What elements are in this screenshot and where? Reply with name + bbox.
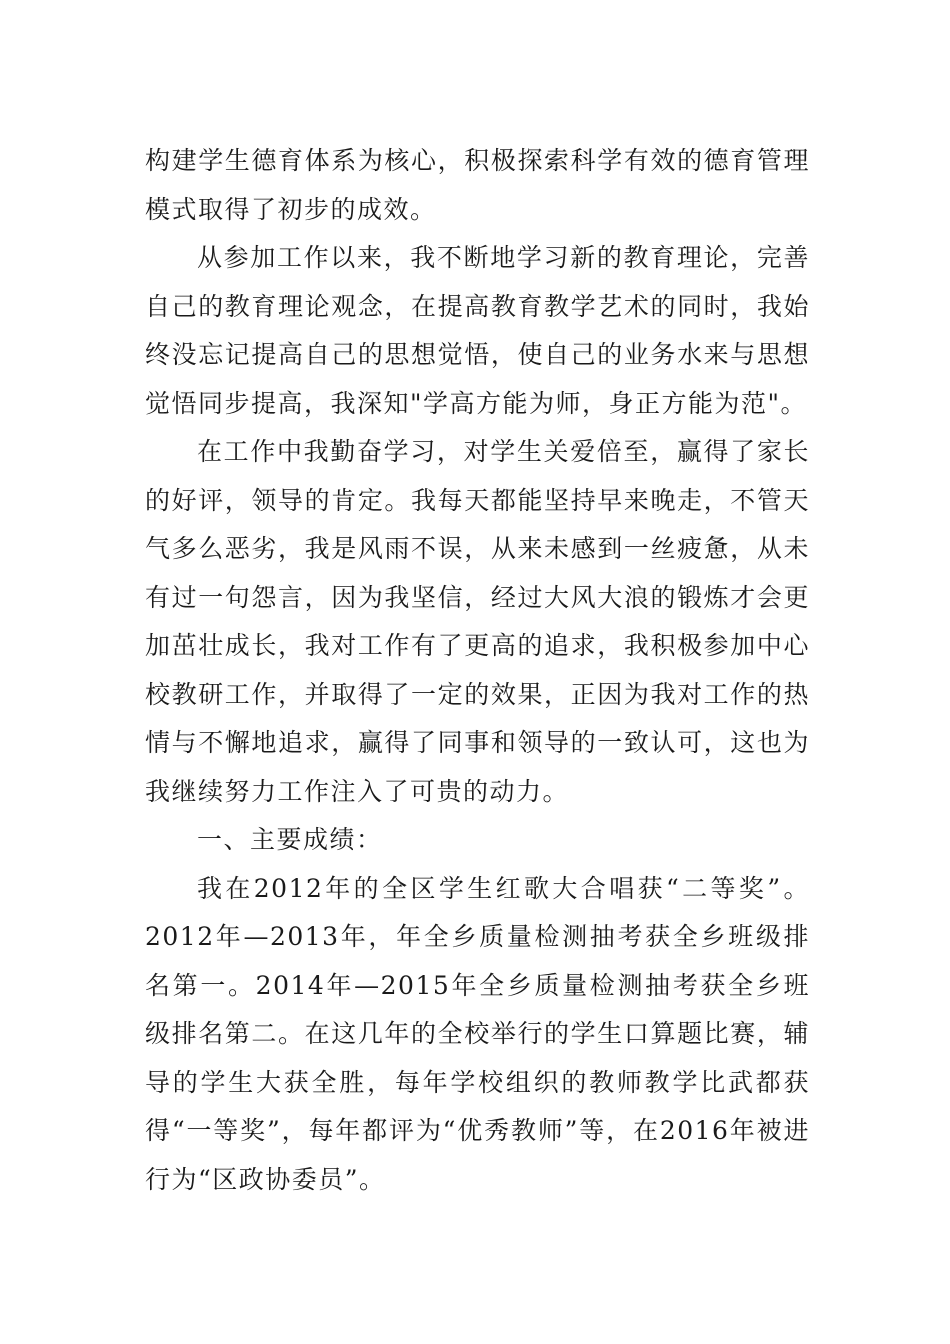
document-body — [145, 137, 810, 1204]
paragraph-continuation: 构建学生德育体系为核心，积极探索科学有效的德育管理模式取得了初步的成效。 — [145, 146, 810, 224]
paragraph-learning: 从参加工作以来，我不断地学习新的教育理论，完善自己的教育理论观念，在提高教育教学艺术的同时，我始终没忘记提高自己的思想觉悟，使自己的业务水来与思想觉悟同步提高，我深知"学高方能为师，身正方能为范"。 — [145, 243, 810, 418]
paragraph-achievements: 我在2012年的全区学生红歌大合唱获“二等奖”。2012年—2013年，年全乡质量检测抽考获全乡班级排名第一。2014年—2015年全乡质量检测抽考获全乡班级排名第二。在这几年的全校举行的学生口算题比赛，辅导的学生大获全胜，每年学校组织的教师教学比武都获得“一等奖”，每年都评为“优秀教师”等，在2016年被进行为“区政协委员”。 — [145, 873, 810, 1194]
section-heading-achievements: 一、主要成绩： — [197, 825, 383, 854]
paragraph-work-attitude: 在工作中我勤奋学习，对学生关爱倍至，赢得了家长的好评，领导的肯定。我每天都能坚持早来晚走，不管天气多么恶劣，我是风雨不误，从来未感到一丝疲惫，从未有过一句怨言，因为我坚信，经过大风大浪的锻炼才会更加茁壮成长，我对工作有了更高的追求，我积极参加中心校教研工作，并取得了一定的效果，正因为我对工作的热情与不懈地追求，赢得了同事和领导的一致认可，这也为我继续努力工作注入了可贵的动力。 — [145, 437, 810, 806]
